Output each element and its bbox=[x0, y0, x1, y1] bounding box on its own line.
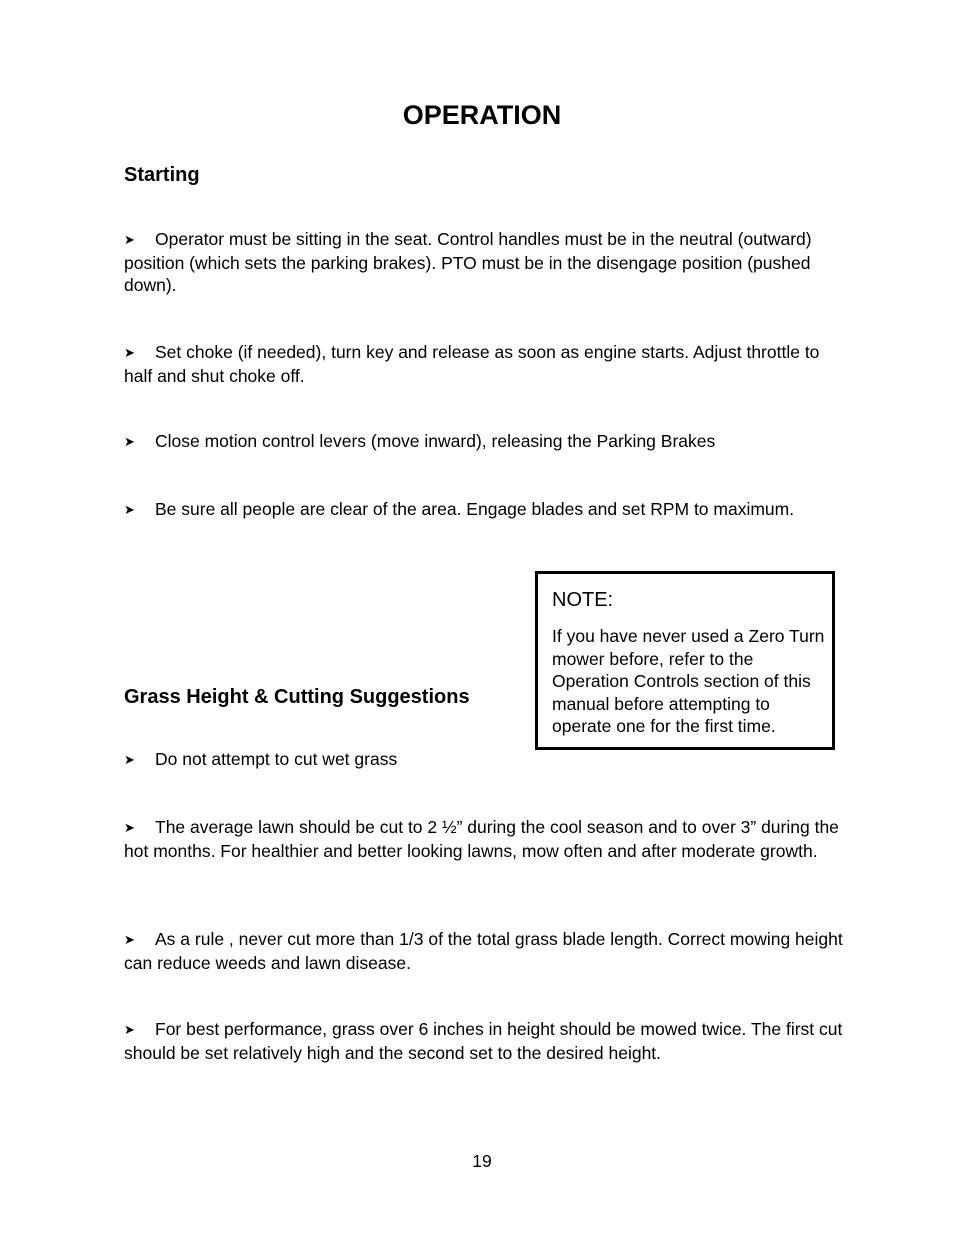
right-arrowhead-icon: ➤ bbox=[124, 932, 135, 947]
list-item bbox=[124, 228, 844, 297]
right-arrowhead-icon: ➤ bbox=[124, 1022, 135, 1037]
right-arrowhead-icon: ➤ bbox=[124, 345, 135, 360]
list-item bbox=[124, 341, 844, 387]
right-arrowhead-icon: ➤ bbox=[124, 434, 135, 449]
list-item-text: Operator must be sitting in the seat. Control handles must be in the neutral (outward) position (which sets the parking brakes). PTO must be in the disengage position (pushed down). bbox=[124, 229, 812, 295]
list-item bbox=[124, 430, 844, 454]
list-item-text: Be sure all people are clear of the area. Engage blades and set RPM to maximum. bbox=[155, 499, 795, 519]
list-item-text: For best performance, grass over 6 inches in height should be mowed twice. The first cut should be set relatively high and the second set to the desired height. bbox=[124, 1019, 843, 1063]
grass-heading: Grass Height & Cutting Suggestions bbox=[124, 686, 470, 708]
right-arrowhead-icon: ➤ bbox=[124, 752, 135, 767]
list-item-text: As a rule , never cut more than 1/3 of the total grass blade length. Correct mowing height can reduce weeds and lawn disease. bbox=[124, 929, 843, 973]
list-item bbox=[124, 748, 844, 772]
right-arrowhead-icon: ➤ bbox=[124, 232, 135, 247]
note-title: NOTE: bbox=[552, 589, 614, 611]
right-arrowhead-icon: ➤ bbox=[124, 502, 135, 517]
list-item bbox=[124, 816, 844, 862]
page-title: OPERATION bbox=[402, 100, 562, 130]
list-item-text: The average lawn should be cut to 2 ½” during the cool season and to over 3” during the hot months. For healthier and better looking lawns, mow often and after moderate growth. bbox=[124, 817, 839, 861]
list-item-text: Set choke (if needed), turn key and release as soon as engine starts. Adjust throttle to half and shut choke off. bbox=[124, 342, 820, 386]
right-arrowhead-icon: ➤ bbox=[124, 820, 135, 835]
list-item bbox=[124, 498, 844, 522]
list-item-text: Do not attempt to cut wet grass bbox=[155, 749, 398, 769]
list-item bbox=[124, 928, 844, 974]
note-body: If you have never used a Zero Turn mower before, refer to the Operation Controls section of this manual before attempting to operate one for the first time. bbox=[552, 626, 825, 736]
page-number: 19 bbox=[472, 1151, 492, 1171]
note-box bbox=[535, 571, 835, 750]
list-item-text: Close motion control levers (move inward), releasing the Parking Brakes bbox=[155, 431, 716, 451]
starting-heading: Starting bbox=[124, 164, 200, 186]
list-item bbox=[124, 1018, 844, 1064]
